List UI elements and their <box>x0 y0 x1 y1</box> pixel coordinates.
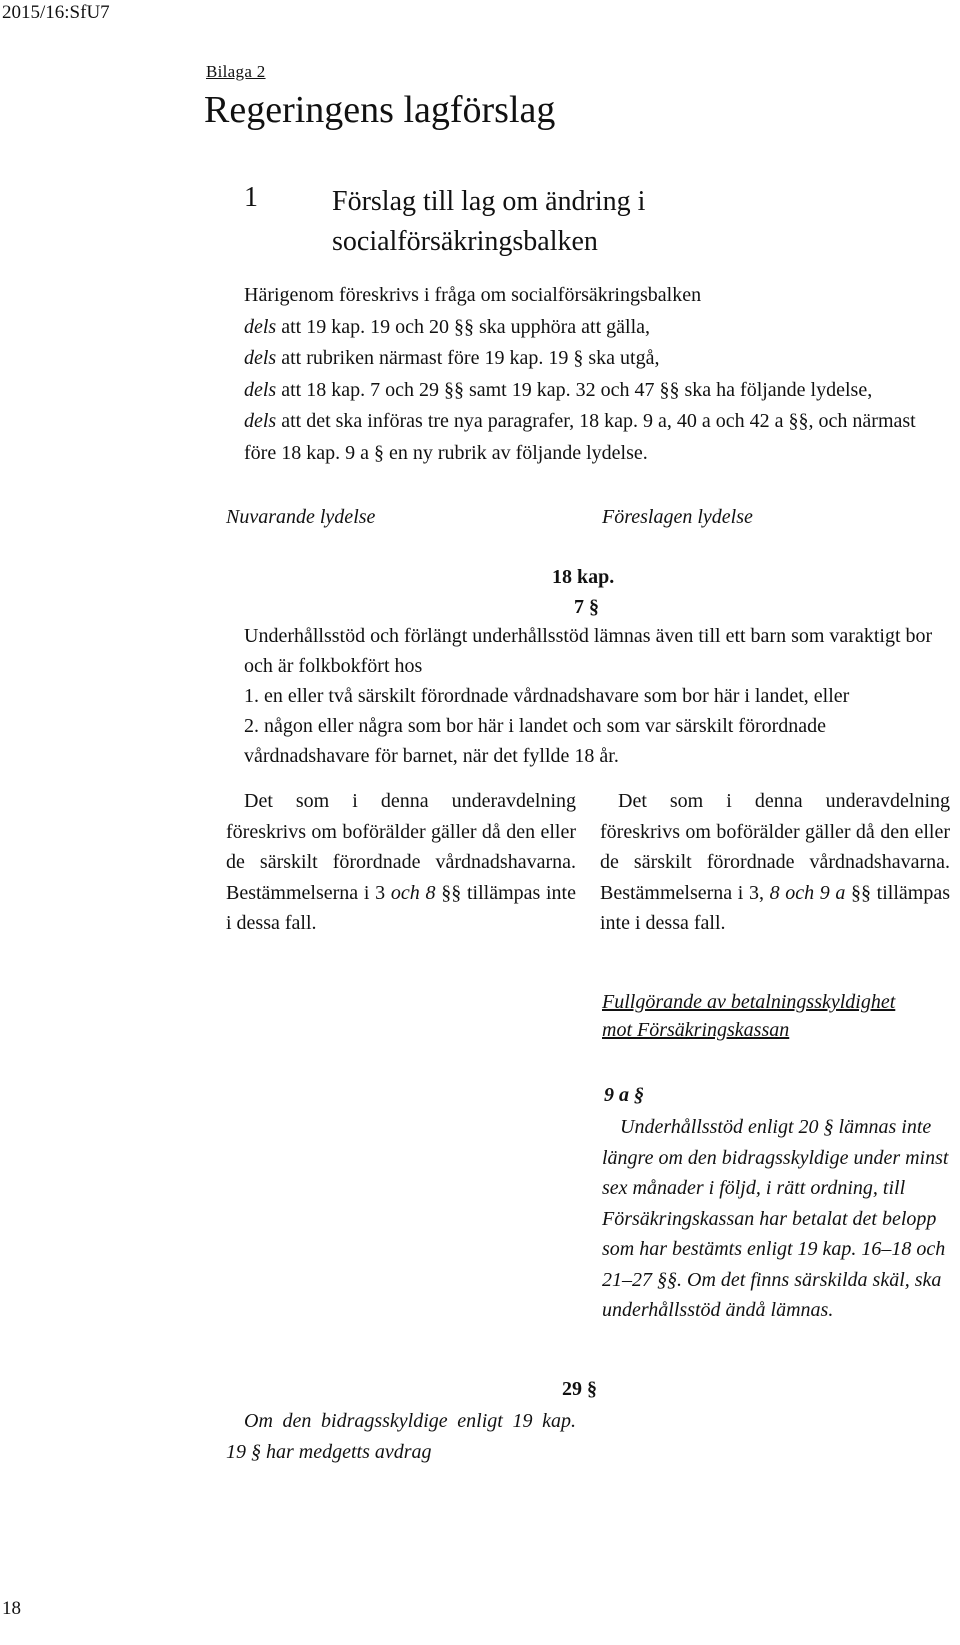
new-rubric: Fullgörande av betalningsskyldighet mot Försäkringskassan <box>602 991 896 1041</box>
dels-word: dels <box>244 378 277 401</box>
appendix-label: Bilaga 2 <box>206 62 266 81</box>
proposed-wording-header: Föreslagen lydelse <box>602 506 753 528</box>
proposal-title <box>332 182 892 262</box>
section-29-text <box>226 1406 576 1467</box>
dels-word: dels <box>244 347 277 369</box>
proposed-text-a: Det som i denna underavdelning föreskrivs om boförälder gäller då den eller de särskilt förordnade vårdnadshavarna. Bestämmelserna i 3, <box>600 790 950 904</box>
current-text-a: Det som i denna underavdelning föreskrivs om boförälder gäller då den eller de särskilt förordnade vårdnadshavarna. Bestämmelserna i 3 <box>226 790 576 904</box>
intro-line-3 <box>226 343 950 375</box>
section-29-paragraph: Om den bidragsskyldige enligt 19 kap. 19 § har medgetts avdrag <box>226 1410 576 1463</box>
proposed-wording-column <box>600 786 950 939</box>
intro-text <box>226 280 950 469</box>
proposed-text-b: §§ tillämpas inte i dessa fall. <box>600 881 951 934</box>
intro-line-5-text: att det ska införas tre nya paragrafer, 18 kap. 9 a, 40 a och 42 a §§, och närmast före 18 kap. 9 a § en ny rubrik av följande lydelse. <box>244 410 916 464</box>
dels-word: dels <box>244 410 277 432</box>
section-9a-paragraph: Underhållsstöd enligt 20 § lämnas inte längre om den bidragsskyldige under minst sex månader i följd, i rätt ordning, till Försäkringskassan har betalat det belopp som har bestämts enligt 19 kap. 16–18 och 21–27 §§. Om det finns särskilda skäl, ska underhållsstöd ändå lämnas. <box>602 1116 949 1321</box>
intro-line-2 <box>226 312 950 344</box>
intro-line-4-text: att 18 kap. 7 och 29 §§ samt 19 kap. 32 och 47 §§ ska ha följande lydelse, <box>276 378 873 401</box>
page-number: 18 <box>2 1598 21 1619</box>
current-wording-paragraph <box>226 786 576 939</box>
proposed-text-italic: 8 och 9 a <box>769 881 846 904</box>
intro-line-4 <box>226 375 950 407</box>
intro-line-2-text: att 19 kap. 19 och 20 §§ ska upphöra att gälla, <box>276 315 651 338</box>
proposal-title-line-1: Förslag till lag om ändring i <box>332 186 646 217</box>
proposed-wording-paragraph <box>600 786 950 939</box>
common-paragraph-3: 2. någon eller några som bor här i landet och som var särskilt förordnade vårdnadshavare för barnet, när det fyllde 18 år. <box>244 715 827 767</box>
section-9a-heading: 9 a § <box>604 1084 644 1106</box>
common-text <box>226 621 950 771</box>
current-wording-column <box>226 786 576 939</box>
intro-line-1: Härigenom föreskrivs i fråga om socialförsäkringsbalken <box>244 284 702 306</box>
proposal-number: 1 <box>244 182 258 213</box>
current-wording-header: Nuvarande lydelse <box>226 506 376 528</box>
page-title: Regeringens lagförslag <box>204 89 556 131</box>
dels-word: dels <box>244 315 277 338</box>
intro-line-3-text: att rubriken närmast före 19 kap. 19 § ska utgå, <box>276 347 660 369</box>
current-text-b: §§ tillämpas inte i dessa fall. <box>226 881 576 934</box>
common-paragraph-2: 1. en eller två särskilt förordnade vårdnadshavare som bor här i landet, eller <box>244 685 850 707</box>
chapter-heading: 18 kap. <box>552 566 615 588</box>
document-reference: 2015/16:SfU7 <box>2 2 110 23</box>
current-text-italic: och 8 <box>390 881 436 904</box>
section-9a-text <box>602 1112 950 1326</box>
common-paragraph-1: Underhållsstöd och förlängt underhållsstöd lämnas även till ett barn som varaktigt bor och är folkbokfört hos <box>244 625 933 677</box>
intro-line-5 <box>226 406 950 469</box>
section-7-heading: 7 § <box>574 596 599 618</box>
section-29-heading: 29 § <box>562 1378 597 1400</box>
proposal-title-line-2: socialförsäkringsbalken <box>332 226 598 257</box>
